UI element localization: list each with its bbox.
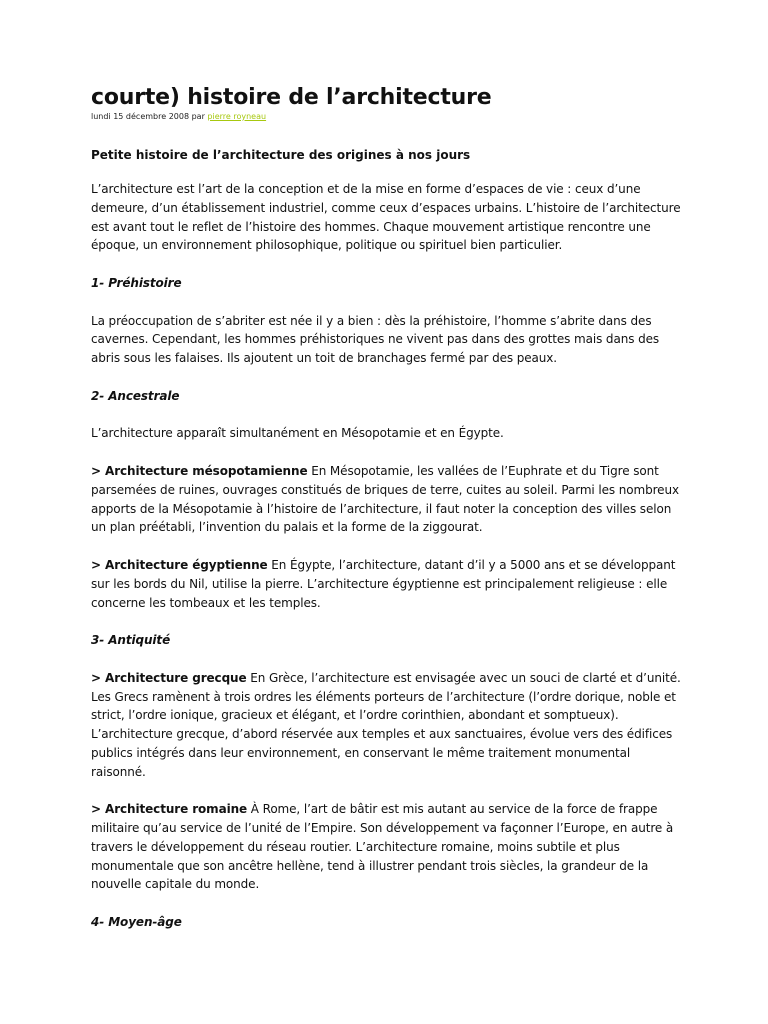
egypte-label: > Architecture égyptienne [91,557,268,572]
author-link[interactable]: pierre royneau [207,112,267,121]
intro-paragraph: L’architecture est l’art de la conception et de la mise en forme d’espaces de vie : ceux d’une demeure, d’un établissement industriel, comme ceux d’espaces urbains. L’histoire de l’architecture est avant tout le reflet de l’histoire des hommes. Chaque mouvement artistique rencontre une époque, un environnement philosophique, politique ou spirituel bien particulier. [91,182,681,253]
post-meta [91,112,681,122]
mesopotamie-paragraph [91,462,681,537]
article-subtitle: Petite histoire de l’architecture des origines à nos jours [91,148,471,162]
grecque-text: En Grèce, l’architecture est envisagée avec un souci de clarté et d’unité. Les Grecs ramènent à trois ordres les éléments porteurs de l’architecture (l’ordre dorique, noble et strict, l’ordre ionique, gracieux et élégant, et l’ordre corinthien, abondant et somptueux). L’architecture grecque, d’abord réservée aux temples et aux sanctuaires, évolue vers des édifices publics intégrés dans leur environnement, en conservant le même traitement monumental raisonné. [91,670,681,779]
page-title: courte) histoire de l’architecture [91,85,492,110]
grecque-label: > Architecture grecque [91,670,247,685]
post-date: lundi 15 décembre 2008 par [91,112,205,121]
grecque-paragraph [91,669,681,782]
section-heading-prehistoire: 1- Préhistoire [91,275,182,290]
prehistoire-paragraph: La préoccupation de s’abriter est née il y a bien : dès la préhistoire, l’homme s’abrite dans des cavernes. Cependant, les hommes préhistoriques ne vivent pas dans des grottes mais dans des abris sous les falaises. Ils ajoutent un toit de branchages fermé par des peaux. [91,313,660,366]
egypte-paragraph [91,556,681,612]
romaine-label: > Architecture romaine [91,802,248,817]
romaine-paragraph [91,800,681,894]
section-heading-antiquite: 3- Antiquité [91,633,171,648]
ancestrale-paragraph: L’architecture apparaît simultanément en Mésopotamie et en Égypte. [91,426,504,441]
egypte-text: En Égypte, l’architecture, datant d’il y a 5000 ans et se développant sur les bords du Nil, utilise la pierre. L’architecture égyptienne est principalement religieuse : elle concerne les tombeaux et les temples. [91,557,676,610]
mesopotamie-label: > Architecture mésopotamienne [91,463,308,478]
mesopotamie-text: En Mésopotamie, les vallées de l’Euphrate et du Tigre sont parsemées de ruines, ouvrages constitués de briques de terre, cuites au soleil. Parmi les nombreux apports de la Mésopotamie à l’histoire de l’architecture, il faut noter la conception des villes selon un plan préétabli, l’invention du palais et la forme de la ziggourat. [91,463,679,535]
section-heading-moyen-age: 4- Moyen-âge [91,915,182,930]
article [91,84,681,932]
section-heading-ancestrale: 2- Ancestrale [91,388,180,403]
romaine-text: À Rome, l’art de bâtir est mis autant au service de la force de frappe militaire qu’au service de l’unité de l’Empire. Son développement va façonner l’Europe, en autre à travers le développement du réseau routier. L’architecture romaine, moins subtile et plus monumentale que son ancêtre hellène, tend à illustrer pendant trois siècles, la grandeur de la nouvelle capitale du monde. [91,802,674,892]
